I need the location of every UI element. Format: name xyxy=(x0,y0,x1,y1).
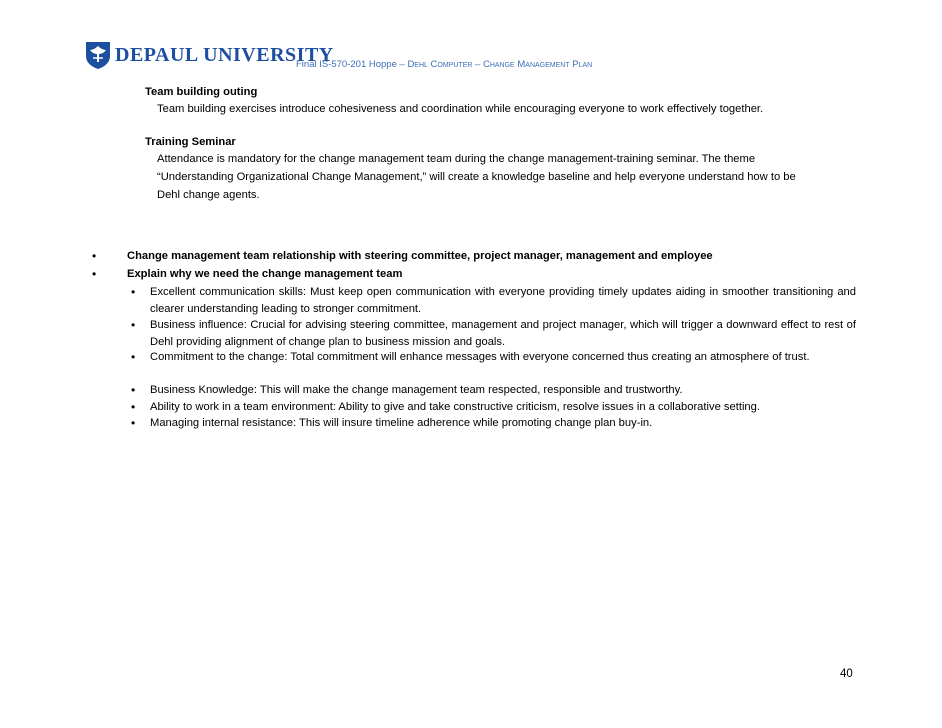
depaul-shield-icon xyxy=(85,40,111,70)
logo-wordmark: DEPAUL UNIVERSITY xyxy=(115,43,334,66)
sub-bullet-text: Business Knowledge: This will make the change management team respected, responsible and trustworthy. xyxy=(150,384,683,396)
training-seminar-line: “Understanding Organizational Change Management,” will create a knowledge baseline and help everyone understand how to be xyxy=(157,171,796,183)
header-title-prefix: Final IS-570-201 Hoppe – xyxy=(296,59,408,70)
main-bullet-text: Explain why we need the change management team xyxy=(127,268,403,280)
bullet-icon: • xyxy=(92,249,97,263)
document-header xyxy=(296,59,592,70)
bullet-icon: • xyxy=(131,400,136,414)
bullet-icon: • xyxy=(131,350,136,364)
header-title-smallcaps: Dehl Computer – Change Management Plan xyxy=(407,59,593,70)
bullet-icon: • xyxy=(131,285,136,299)
bullet-icon: • xyxy=(92,267,97,281)
training-seminar-line: Dehl change agents. xyxy=(157,189,260,201)
bullet-icon: • xyxy=(131,383,136,397)
page-number: 40 xyxy=(840,668,853,680)
training-seminar-line: Attendance is mandatory for the change management team during the change management-training seminar. The theme xyxy=(157,153,756,165)
training-seminar-heading: Training Seminar xyxy=(145,136,236,148)
bullet-icon: • xyxy=(131,416,136,430)
bullet-icon: • xyxy=(131,318,136,332)
team-building-body: Team building exercises introduce cohesiveness and coordination while encouraging everyone to work effectively together. xyxy=(157,103,764,115)
sub-bullet-text: Business influence: Crucial for advising steering committee, management and project manager, which will trigger a downward effect to rest of Dehl providing alignment of change plan to business mission and goals. xyxy=(150,319,856,348)
team-building-heading: Team building outing xyxy=(145,86,258,98)
main-bullet-text: Change management team relationship with steering committee, project manager, management and employee xyxy=(127,250,713,262)
sub-bullet-text: Excellent communication skills: Must keep open communication with everyone providing timely updates aiding in smoother transitioning and clearer understanding leading to stronger commitment. xyxy=(150,286,856,315)
sub-bullet-text: Managing internal resistance: This will insure timeline adherence while promoting change plan buy-in. xyxy=(150,417,653,429)
sub-bullet-text: Commitment to the change: Total commitment will enhance messages with everyone concerned thus creating an atmosphere of trust. xyxy=(150,351,810,363)
sub-bullet-text: Ability to work in a team environment: Ability to give and take constructive criticism, resolve issues in a collaborative setting. xyxy=(150,401,760,413)
